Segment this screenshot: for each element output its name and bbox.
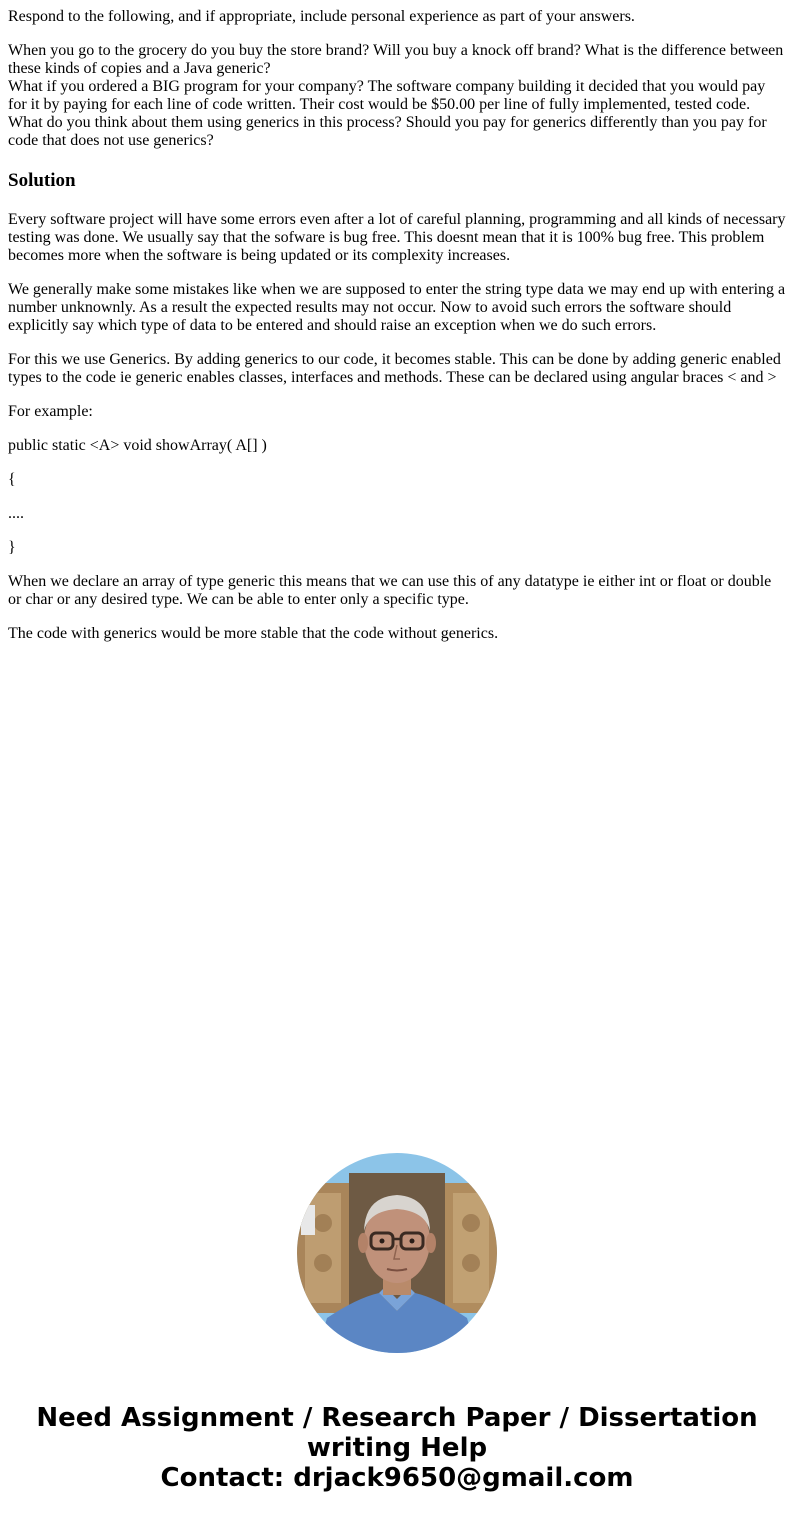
- author-avatar: [297, 1153, 497, 1353]
- document-body: [8, 8, 786, 659]
- author-photo: [297, 1153, 497, 1353]
- solution-paragraph: Every software project will have some errors even after a lot of careful planning, programming and all kinds of necessary testing was done. We usually say that the sofware is bug free. This doesnt mean that it is 100% bug free. This problem becomes more when the software is being updated or its complexity increases.: [8, 211, 786, 264]
- question-text: [8, 42, 786, 150]
- code-close-brace: }: [8, 539, 16, 556]
- question-line-2: What if you ordered a BIG program for your company? The software company building it decided that you would pay for it by paying for each line of code written. Their cost would be $50.00 per line of fully implemented, tested code. What do you think about them using generics in this process? Should you pay for generics differently than you pay for code that does not use generics?: [8, 78, 767, 149]
- promo-banner: [0, 1403, 794, 1493]
- question-intro: Respond to the following, and if appropriate, include personal experience as part of your answers.: [8, 8, 635, 25]
- solution-paragraph: When we declare an array of type generic this means that we can use this of any datatype ie either int or float or double or char or any desired type. We can be able to enter only a specific type.: [8, 573, 772, 608]
- solution-paragraph: We generally make some mistakes like when we are supposed to enter the string type data we may end up with entering a number unknownly. As a result the expected results may not occur. Now to avoid such errors the software should explicitly say which type of data to be entered and should raise an exception when we do such errors.: [8, 281, 786, 334]
- promo-line-2: writing Help: [306, 1433, 488, 1463]
- example-label: For example:: [8, 403, 93, 420]
- question-line-1: When you go to the grocery do you buy the store brand? Will you buy a knock off brand? What is the difference between these kinds of copies and a Java generic?: [8, 42, 784, 77]
- solution-heading: Solution: [8, 170, 76, 191]
- code-open-brace: {: [8, 471, 16, 488]
- promo-line-1: Need Assignment / Research Paper / Dissertation: [36, 1403, 758, 1433]
- solution-paragraph: For this we use Generics. By adding generics to our code, it becomes stable. This can be done by adding generic enabled types to the code ie generic enables classes, interfaces and methods. These can be declared using angular braces < and >: [8, 351, 781, 386]
- solution-conclusion: The code with generics would be more stable that the code without generics.: [8, 625, 499, 642]
- code-ellipsis: ....: [8, 505, 24, 522]
- promo-contact: Contact: drjack9650@gmail.com: [160, 1463, 634, 1493]
- code-signature: public static <A> void showArray( A[] ): [8, 437, 267, 454]
